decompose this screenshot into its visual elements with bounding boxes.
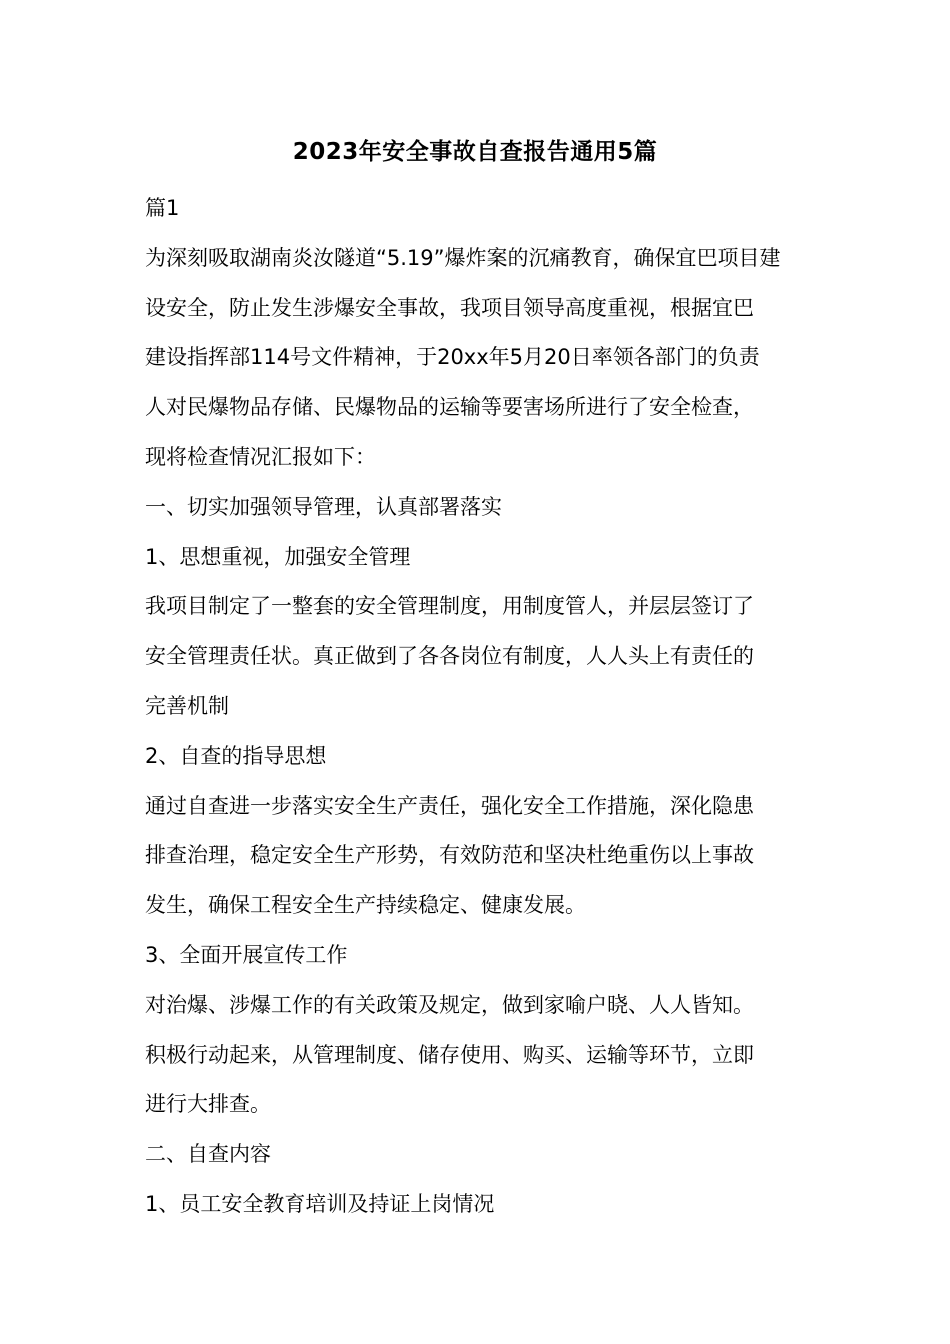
text-line: 现将检查情况汇报如下： <box>145 444 376 469</box>
text-line: 积极行动起来，从管理制度、储存使用、购买、运输等环节，立即 <box>145 1042 754 1067</box>
text-line: 完善机制 <box>145 693 229 718</box>
text-line: 设安全，防止发生涉爆安全事故，我项目领导高度重视，根据宜巴 <box>145 295 754 320</box>
text-line: 发生，确保工程安全生产持续稳定、健康发展。 <box>145 893 586 918</box>
subsection-heading: 3、全面开展宣传工作 <box>145 942 348 967</box>
text-line: 对治爆、涉爆工作的有关政策及规定，做到家喻户晓、人人皆知。 <box>145 992 754 1017</box>
section-heading: 二、自查内容 <box>145 1142 271 1167</box>
subsection-heading: 1、员工安全教育培训及持证上岗情况 <box>145 1191 495 1216</box>
text-line: 为深刻吸取湖南炎汝隧道“5.19”爆炸案的沉痛教育，确保宜巴项目建 <box>145 245 781 270</box>
section-heading: 一、切实加强领导管理，认真部署落实 <box>145 494 502 519</box>
text-line: 进行大排查。 <box>145 1092 271 1117</box>
document-title: 2023年安全事故自查报告通用5篇 <box>292 139 658 165</box>
subsection-heading: 1、思想重视，加强安全管理 <box>145 544 411 569</box>
subsection-heading: 2、自查的指导思想 <box>145 743 327 768</box>
text-line: 排查治理，稳定安全生产形势，有效防范和坚决杜绝重伤以上事故 <box>145 843 754 868</box>
document-body <box>145 184 810 1230</box>
text-line: 安全管理责任状。真正做到了各各岗位有制度，人人头上有责任的 <box>145 644 754 669</box>
text-line: 篇1 <box>145 196 180 220</box>
text-line: 人对民爆物品存储、民爆物品的运输等要害场所进行了安全检查， <box>145 395 754 420</box>
text-line: 我项目制定了一整套的安全管理制度，用制度管人，并层层签订了 <box>145 594 754 619</box>
text-line: 建设指挥部114号文件精神，于20xx年5月20日率领各部门的负责 <box>145 345 760 370</box>
text-line: 通过自查进一步落实安全生产责任，强化安全工作措施，深化隐患 <box>145 793 754 818</box>
